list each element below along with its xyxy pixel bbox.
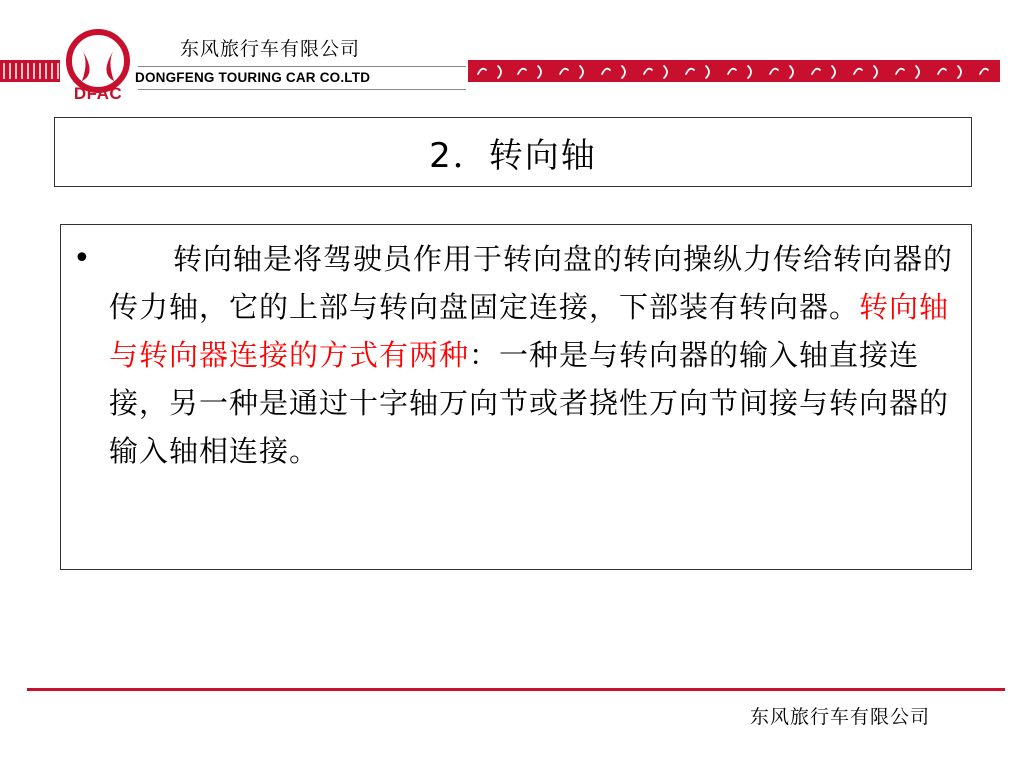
bullet: • (73, 241, 91, 276)
header-divider (138, 66, 466, 67)
slide-title: 2．转向轴 (429, 135, 597, 176)
logo-text: DFAC (73, 84, 123, 103)
decorative-band-right (468, 60, 1000, 82)
title-box (54, 117, 972, 187)
decorative-band-left (0, 60, 60, 82)
company-name-cn: 东风旅行车有限公司 (180, 38, 361, 60)
company-name-en: DONGFENG TOURING CAR CO.LTD (135, 70, 371, 85)
header-divider (138, 89, 466, 90)
content-text-part1: 转向轴是将驾驶员作用于转向盘的转向操纵力传给转向器的传力轴，它的上部与转向盘固定连接，下部装有转向器。 (109, 242, 954, 324)
footer-company-name: 东风旅行车有限公司 (749, 706, 930, 728)
content-text-highlight: 转向轴与转向器连接的方式有两种 (109, 290, 950, 372)
content-text-part2: ：一种是与转向器的输入轴直接连接，另一种是通过十字轴万向节或者挠性万向节间接与转向器的输入轴相连接。 (109, 338, 950, 468)
content-paragraph (109, 235, 957, 475)
content-box (60, 224, 972, 570)
footer-divider (27, 688, 1005, 691)
